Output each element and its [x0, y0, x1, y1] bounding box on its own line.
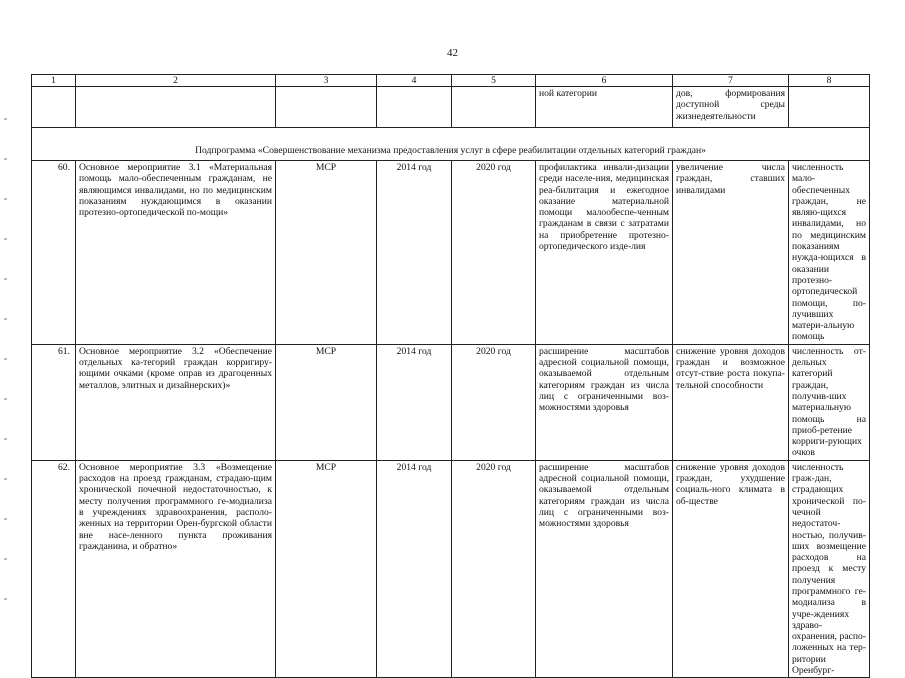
column-number: 2 [76, 75, 276, 87]
column-number-row [32, 75, 870, 87]
continuation-row [32, 87, 870, 128]
empty-cell [452, 87, 536, 128]
empty-cell [377, 87, 452, 128]
end-year-cell: 2020 год [452, 460, 536, 678]
row-number: 61. [32, 344, 76, 460]
result-cell: снижение уровня доходов граждан, ухудшение социаль-ного климата в об-ществе [673, 460, 789, 678]
column-number: 1 [32, 75, 76, 87]
continuation-content-cell: ной категории [536, 87, 673, 128]
row-number: 62. [32, 460, 76, 678]
empty-cell [32, 87, 76, 128]
end-year-cell: 2020 год [452, 161, 536, 345]
scan-edge-marks [4, 80, 7, 600]
row-number: 60. [32, 161, 76, 345]
subprogram-title: Подпрограмма «Совершенствование механизма предоставления услуг в сфере реабилитации отдельных категорий граждан» [32, 144, 870, 161]
empty-cell [276, 87, 377, 128]
start-year-cell: 2014 год [377, 344, 452, 460]
spacer-row [32, 128, 870, 145]
continuation-result-cell: дов, формирования доступной среды жизнедеятельности [673, 87, 789, 128]
column-number: 7 [673, 75, 789, 87]
indicator-cell: численность от-дельных категорий граждан, получив-ших материальную помощь на приоб-ретение корриги-рующих очков [789, 344, 870, 460]
table-row [32, 344, 870, 460]
indicator-cell: численность мало-обеспеченных граждан, не являю-щихся инвалидами, но по медицинским показаниям нужда-ющихся в оказании протезно-ортопедической помощи, по-лучивших матери-альную помощь [789, 161, 870, 345]
column-number: 6 [536, 75, 673, 87]
executor-cell: МСР [276, 161, 377, 345]
result-cell: увеличение числа граждан, ставших инвалидами [673, 161, 789, 345]
column-number: 5 [452, 75, 536, 87]
empty-cell [76, 87, 276, 128]
spacer-cell [32, 128, 870, 145]
page-number: 42 [447, 47, 458, 59]
event-cell: Основное мероприятие 3.1 «Материальная помощь мало-обеспеченным гражданам, не являющимся инвалидами, но по медицинским показаниям нуждающимся в оказании протезно-ортопедической по-мощи» [76, 161, 276, 345]
content-cell: расширение масштабов адресной социальной помощи, оказываемой отдельным категориям граждан из числа лиц с ограниченными воз-можностями здоровья [536, 344, 673, 460]
event-cell: Основное мероприятие 3.3 «Возмещение расходов на проезд гражданам, страдаю-щим хронической почечной недостаточностью, к месту получения программного ге-модиализа в учреждениях здравоохранения, располо-женных на территории Орен-бургской области вне насе-ленного пункта проживания гражданина, и обратно» [76, 460, 276, 678]
start-year-cell: 2014 год [377, 161, 452, 345]
subprogram-row [32, 144, 870, 161]
executor-cell: МСР [276, 460, 377, 678]
result-cell: снижение уровня доходов граждан и возможное отсут-ствие роста покупа-тельной способности [673, 344, 789, 460]
end-year-cell: 2020 год [452, 344, 536, 460]
empty-cell [789, 87, 870, 128]
program-measures-table [31, 74, 870, 678]
column-number: 4 [377, 75, 452, 87]
column-number: 3 [276, 75, 377, 87]
executor-cell: МСР [276, 344, 377, 460]
start-year-cell: 2014 год [377, 460, 452, 678]
column-number: 8 [789, 75, 870, 87]
content-cell: профилактика инвали-дизации среди населе-ния, медицинская реа-билитация и ежегодное оказание материальной помощи малообеспе-ченным гражданам в связи с затратами на приобретение протезно-ортопедического изде-лия [536, 161, 673, 345]
content-cell: расширение масштабов адресной социальной помощи, оказываемой отдельным категориям граждан из числа лиц с ограниченными воз-можностями здоровья [536, 460, 673, 678]
table-row [32, 460, 870, 678]
indicator-cell: численность граж-дан, страдающих хронической по-чечной недостаточ-ностью, получив-ших возмещение расходов на проезд к месту получения программного ге-модиализа в учре-ждениях здраво-охранения, распо-ложенных на тер-ритории Оренбург- [789, 460, 870, 678]
table-row [32, 161, 870, 345]
event-cell: Основное мероприятие 3.2 «Обеспечение отдельных ка-тегорий граждан корригиру-ющими очками (кроме оправ из драгоценных металлов, элитных и дизайнерских)» [76, 344, 276, 460]
